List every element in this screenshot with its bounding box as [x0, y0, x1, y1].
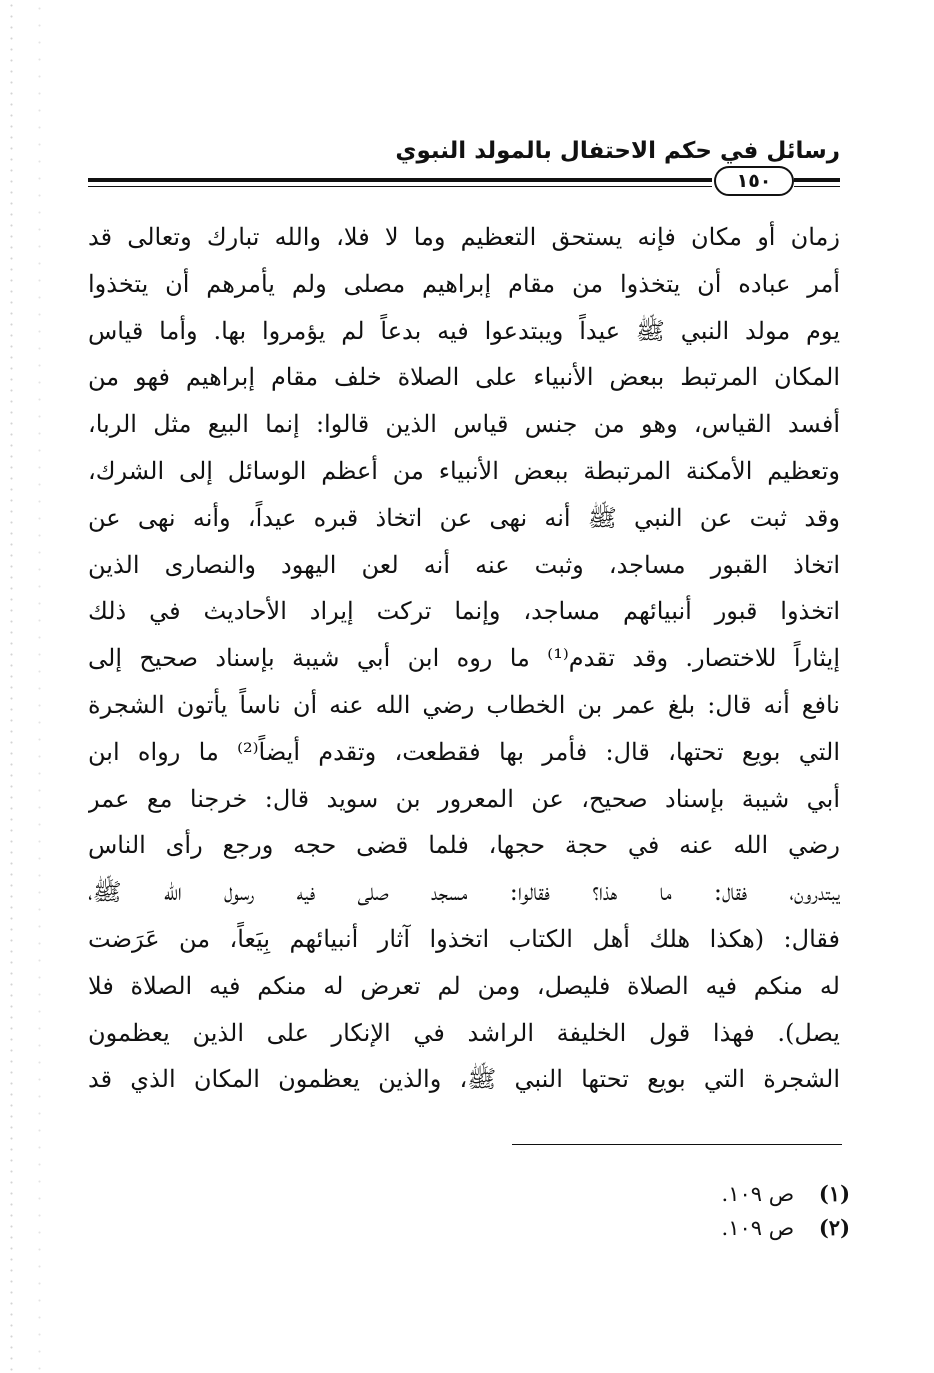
page-number: ١٥٠: [714, 166, 794, 196]
running-title: رسائل في حكم الاحتفال بالمولد النبوي: [395, 138, 840, 164]
header-rule-thin: [88, 186, 712, 187]
text-line: أمر عباده أن يتخذوا من مقام إبراهيم مصلى ولم يأمرهم أن يتخذوا: [88, 269, 840, 298]
text-line: يبتدرون، فقال: ما هذا؟ فقالوا: مسجد صلى فيه رسول الله ﷺ،: [88, 878, 840, 907]
text-line: إيثاراً للاختصار. وقد تقدم⁽¹⁾ ما روه ابن أبي شيبة بإسناد صحيح إلى: [88, 644, 840, 673]
text-line: أبي شيبة بإسناد صحيح، عن المعرور بن سويد قال: خرجنا مع عمر: [88, 784, 840, 813]
footnotes: [560, 1177, 850, 1245]
text-line: له منكم فيه الصلاة فليصل، ومن لم تعرض له منكم فيه الصلاة فلا: [88, 971, 840, 1000]
scan-artifact-dots: [10, 0, 13, 1373]
text-line: اتخذوا قبور أنبيائهم مساجد، وإنما تركت إيراد الأحاديث في ذلك: [88, 597, 840, 626]
text-line: نافع أنه قال: بلغ عمر بن الخطاب رضي الله عنه أن ناساً يأتون الشجرة: [88, 690, 840, 719]
footnote-separator: [512, 1144, 842, 1145]
text-line: يصل). فهذا قول الخليفة الراشد في الإنكار على الذين يعظمون: [88, 1018, 840, 1047]
header-rule-thick-right: [794, 178, 840, 182]
header-rule-thick: [88, 178, 712, 182]
text-line: التي بويع تحتها، قال: فأمر بها فقطعت، وتقدم أيضاً⁽²⁾ ما رواه ابن: [88, 737, 840, 766]
page-header: [88, 134, 840, 204]
text-line: رضي الله عنه في حجة حجها، فلما قضى حجه ورجع رأى الناس: [88, 831, 840, 860]
text-line: يوم مولد النبي ﷺ عيداً ويبتدعوا فيه بدعاً لم يؤمروا بها. وأما قياس: [88, 316, 840, 345]
footnote-marker: (١): [818, 1181, 850, 1206]
text-line: المكان المرتبط ببعض الأنبياء على الصلاة خلف مقام إبراهيم فهو من: [88, 363, 840, 392]
text-line: زمان أو مكان فإنه يستحق التعظيم وما لا فلا، والله تبارك وتعالى قد: [88, 223, 840, 251]
scan-artifact-dots: [38, 0, 41, 1373]
footnote-text: ص ١٠٩.: [721, 1216, 795, 1240]
header-rule-thin-right: [794, 186, 840, 187]
footnote: [560, 1177, 850, 1211]
main-text: [88, 214, 840, 1103]
footnote: [560, 1211, 850, 1245]
footnote-text: ص ١٠٩.: [721, 1182, 795, 1206]
text-line: فقال: (هكذا هلك أهل الكتاب اتخذوا آثار أنبيائهم بِيَعاً، من عَرَضت: [88, 924, 840, 953]
text-line: وتعظيم الأمكنة المرتبطة ببعض الأنبياء من أعظم الوسائل إلى الشرك،: [88, 456, 840, 485]
text-line: اتخاذ القبور مساجد، وثبت عنه أنه لعن اليهود والنصارى الذين: [88, 550, 840, 579]
footnote-marker: (٢): [818, 1215, 850, 1240]
text-line: وقد ثبت عن النبي ﷺ أنه نهى عن اتخاذ قبره عيداً، وأنه نهى عن: [88, 503, 840, 532]
text-line: أفسد القياس، وهو من جنس قياس الذين قالوا: إنما البيع مثل الربا،: [88, 410, 840, 439]
text-line: الشجرة التي بويع تحتها النبي ﷺ، والذين يعظمون المكان الذي قد: [88, 1065, 840, 1094]
